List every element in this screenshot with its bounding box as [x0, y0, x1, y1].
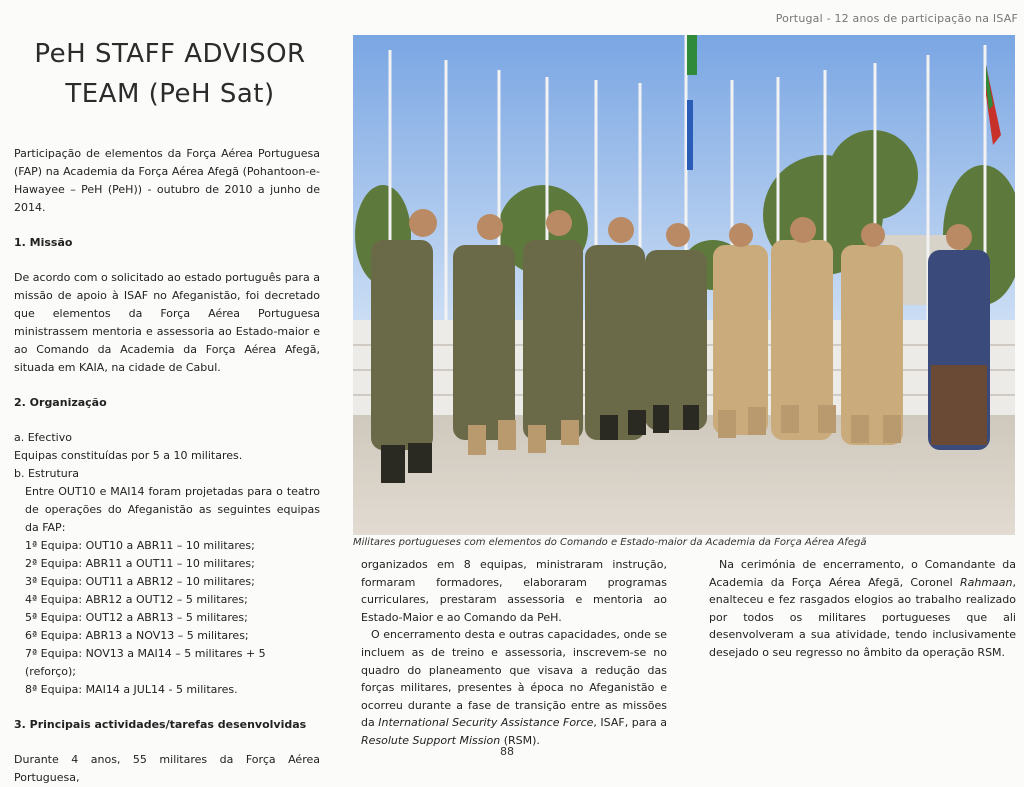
- middle-paragraph-1: organizados em 8 equipas, ministraram instrução, formaram formadores, elaboraram programas curriculares, prestaram assessoria e mentoria ao Estado-Maior e ao Comando da PeH.: [361, 558, 667, 624]
- isaf-name: International Security Assistance Force: [378, 716, 594, 730]
- photo-caption: Militares portugueses com elementos do Comando e Estado-maior da Academia da Força Aérea Afegã: [353, 537, 867, 548]
- right-paragraph-1: Na cerimónia de encerramento, o Comandante da Academia da Força Aérea Afegã, Coronel Rahmaan, enalteceu e fez rasgados elogios ao trabalho realizado por todos os militares portugueses que ali desenvolveram a sua atividade, tendo inclusivamente desejado o seu regresso no âmbito da operação RSM.: [709, 558, 1016, 659]
- effectivo-label: a. Efectivo: [14, 431, 72, 444]
- team-item: 3ª Equipa: OUT11 a ABR12 – 10 militares;: [25, 575, 255, 588]
- group-photo-illustration: [353, 35, 1015, 535]
- team-item: 5ª Equipa: OUT12 a ABR13 – 5 militares;: [25, 611, 248, 624]
- left-column: [14, 145, 320, 787]
- pavement: [353, 415, 1015, 535]
- section-1-heading: 1. Missão: [14, 236, 73, 249]
- section-3-body: Durante 4 anos, 55 militares da Força Aérea Portuguesa,: [14, 753, 320, 784]
- effectivo-text: Equipas constituídas por 5 a 10 militares.: [14, 449, 243, 462]
- section-1-body: De acordo com o solicitado ao estado português para a missão de apoio à ISAF no Afeganistão, foi decretado que elementos da Força Aérea Portuguesa ministrassem mentoria e assessoria ao Estado-maior e ao Comando da Academia da Força Aérea Afegã, situada em KAIA, na cidade de Cabul.: [14, 271, 320, 374]
- middle-paragraph-2: O encerramento desta e outras capacidades, onde se incluem as de treino e assessoria, inscrevem-se no quadro do planeamento que visava a redução das forças militares, presentes à época no Afeganistão e ocorreu durante a fase de transição entre as missões da International Security Assistance Force, ISAF, para a Resolute Support Mission (RSM).: [361, 628, 667, 747]
- team-item: 7ª Equipa: NOV13 a MAI14 – 5 militares + 5 (reforço);: [25, 647, 266, 678]
- team-item: 1ª Equipa: OUT10 a ABR11 – 10 militares;: [25, 539, 255, 552]
- flag-afghan: [687, 35, 697, 75]
- estrutura-label: b. Estrutura: [14, 467, 80, 480]
- team-item: 6ª Equipa: ABR13 a NOV13 – 5 militares;: [25, 629, 249, 642]
- team-item: 8ª Equipa: MAI14 a JUL14 - 5 militares.: [25, 683, 238, 696]
- title-line-2: TEAM (PeH Sat): [65, 79, 275, 109]
- intro-paragraph: Participação de elementos da Força Aérea Portuguesa (FAP) na Academia da Força Aérea Afegã (Pohantoon-e-Hawayee – PeH (PeH)) - outubro de 2010 a junho de 2014.: [14, 147, 320, 214]
- team-item: 4ª Equipa: ABR12 a OUT12 – 5 militares;: [25, 593, 248, 606]
- rsm-name: Resolute Support Mission: [361, 733, 501, 747]
- section-3-heading: 3. Principais actividades/tarefas desenvolvidas: [14, 718, 307, 731]
- running-header: Portugal - 12 anos de participação na ISAF: [775, 12, 1018, 25]
- middle-column: [361, 556, 667, 750]
- estrutura-text: Entre OUT10 e MAI14 foram projetadas para o teatro de operações do Afeganistão as seguintes equipas da FAP:: [25, 485, 320, 534]
- title-line-1: PeH STAFF ADVISOR: [34, 39, 306, 69]
- group-photo: [353, 35, 1015, 535]
- team-list: [14, 537, 320, 699]
- article-title: [20, 34, 320, 114]
- page-number: 88: [500, 745, 514, 758]
- section-2-heading: 2. Organização: [14, 396, 107, 409]
- team-item: 2ª Equipa: ABR11 a OUT11 – 10 militares;: [25, 557, 255, 570]
- right-column: [709, 556, 1016, 662]
- commander-name: Rahmaan: [959, 575, 1013, 589]
- flag-blue: [687, 100, 693, 170]
